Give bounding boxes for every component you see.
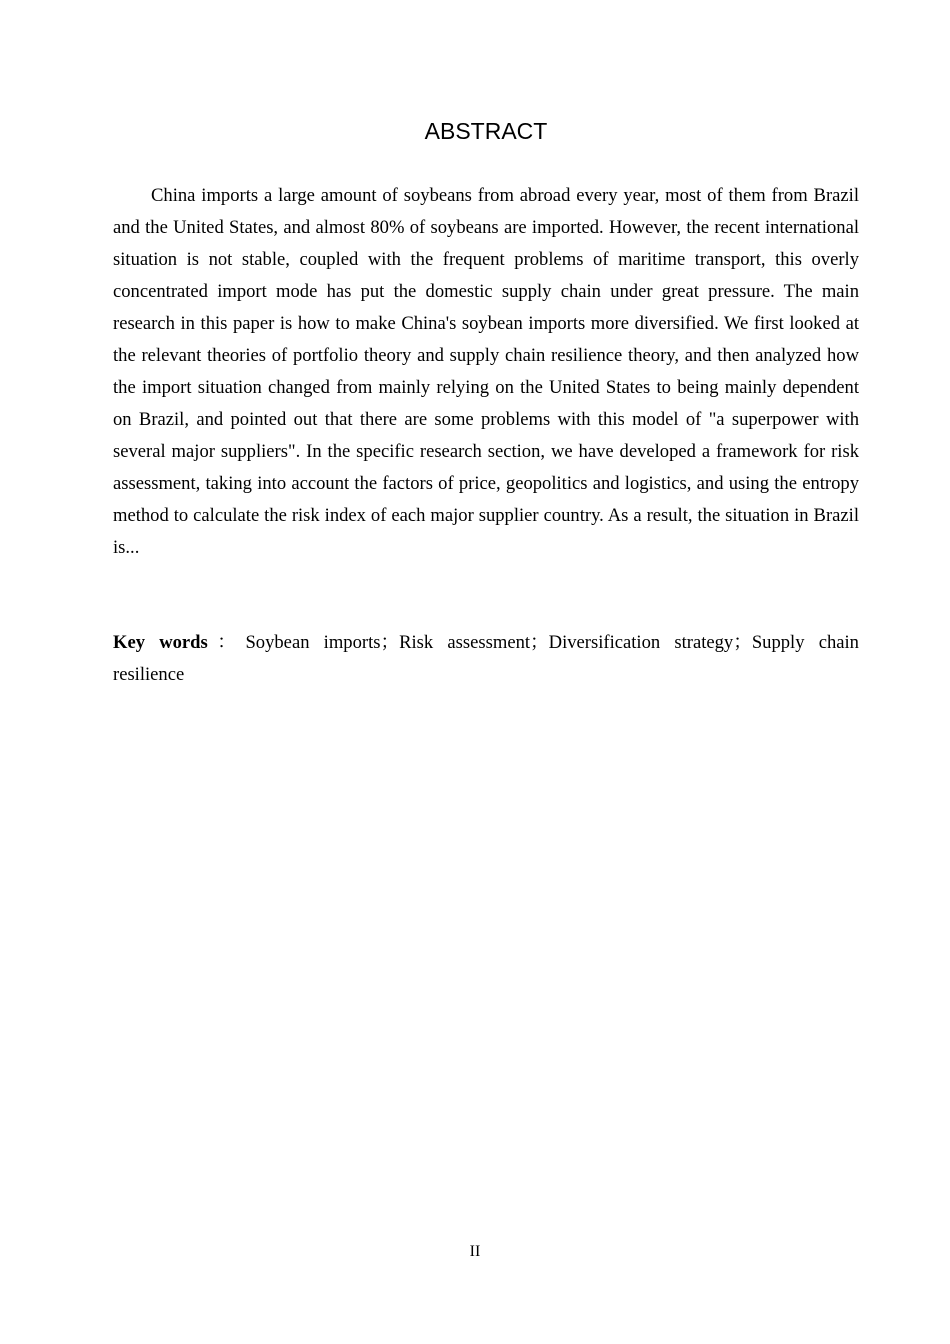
keyword-item: Risk assessment [399,632,531,653]
keywords-line [113,627,859,691]
keywords-label: Key words [113,632,208,653]
page-number: II [469,1243,481,1260]
keyword-delimiter: ； [733,632,752,653]
keywords-separator: ： [207,632,246,653]
abstract-title: ABSTRACT [424,118,548,144]
keyword-item: Supply chain resilience [113,632,859,685]
abstract-body: China imports a large amount of soybeans from abroad every year, most of them from Brazil and the United States, and almost 80% of soybeans are imported. However, the recent international situation is not stable, coupled with the frequent problems of maritime transport, this overly concentrated import mode has put the domestic supply chain under great pressure. The main research in this paper is how to make China's soybean imports more diversified. We first looked at the relevant theories of portfolio theory and supply chain resilience theory, and then analyzed how the import situation changed from mainly relying on the United States to being mainly dependent on Brazil, and pointed out that there are some problems with this model of "a superpower with several major suppliers". In the specific research section, we have developed a framework for risk assessment, taking into account the factors of price, geopolitics and logistics, and using the entropy method to calculate the risk index of each major supplier country. As a result, the situation in Brazil is... [113,185,859,558]
keyword-delimiter: ； [380,632,400,653]
keyword-item: Soybean imports [245,632,381,653]
keyword-delimiter: ； [530,632,549,653]
keyword-item: Diversification strategy [548,632,734,653]
